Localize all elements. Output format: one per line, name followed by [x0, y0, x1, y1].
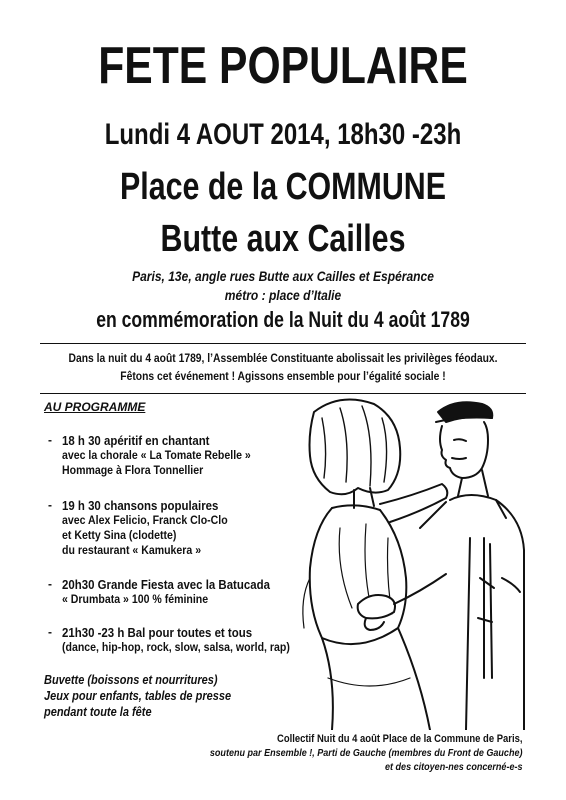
item-line: avec Alex Felicio, Franck Clo-Clo: [62, 513, 228, 527]
item-line: Hommage à Flora Tonnellier: [62, 463, 204, 477]
item-line: 18 h 30 apéritif en chantant: [62, 433, 210, 448]
metro-info: métro : place d’Italie: [224, 287, 342, 303]
item-dash: -: [48, 577, 52, 591]
dancing-couple-illustration: [270, 378, 530, 730]
item-line: 19 h 30 chansons populaires: [62, 498, 219, 513]
intro-line-1: Dans la nuit du 4 août 1789, l’Assemblée Constituante abolissait les privilèges féodaux.: [68, 351, 498, 365]
programme-heading: AU PROGRAMME: [44, 400, 146, 414]
event-date: Lundi 4 AOUT 2014, 18h30 -23h: [104, 118, 462, 151]
item-line: avec la chorale « La Tomate Rebelle »: [62, 448, 251, 462]
credits-line: et des citoyen-nes concerné-e-s: [384, 761, 522, 773]
item-line: et Ketty Sina (clodette): [62, 528, 177, 542]
item-line: 21h30 -23 h Bal pour toutes et tous: [62, 625, 253, 640]
closing-line: Jeux pour enfants, tables de presse: [44, 689, 232, 703]
item-dash: -: [48, 433, 52, 447]
organizer-credits: [159, 732, 523, 774]
commemoration-line: en commémoration de la Nuit du 4 août 1789: [96, 307, 470, 332]
item-dash: -: [48, 498, 52, 512]
event-address: Paris, 13e, angle rues Butte aux Cailles et Espérance: [132, 268, 434, 284]
event-place: Place de la COMMUNE: [119, 166, 447, 208]
divider-top: [40, 343, 526, 344]
item-line: « Drumbata » 100 % féminine: [62, 592, 209, 606]
poster-title: FETE POPULAIRE: [98, 37, 468, 95]
credits-line: soutenu par Ensemble !, Parti de Gauche (membres du Front de Gauche): [209, 747, 522, 759]
credits-line: Collectif Nuit du 4 août Place de la Commune de Paris,: [276, 733, 522, 745]
closing-line: pendant toute la fête: [44, 705, 152, 719]
closing-line: Buvette (boissons et nourritures): [44, 673, 218, 687]
item-line: 20h30 Grande Fiesta avec la Batucada: [62, 577, 270, 592]
event-neighborhood: Butte aux Cailles: [160, 218, 406, 260]
item-line: du restaurant « Kamukera »: [62, 543, 202, 557]
intro-line-2: Fêtons cet événement ! Agissons ensemble pour l’égalité sociale !: [120, 369, 446, 383]
closing-notes: [44, 672, 257, 720]
item-line: (dance, hip-hop, rock, slow, salsa, world, rap): [62, 640, 290, 654]
item-dash: -: [48, 625, 52, 639]
